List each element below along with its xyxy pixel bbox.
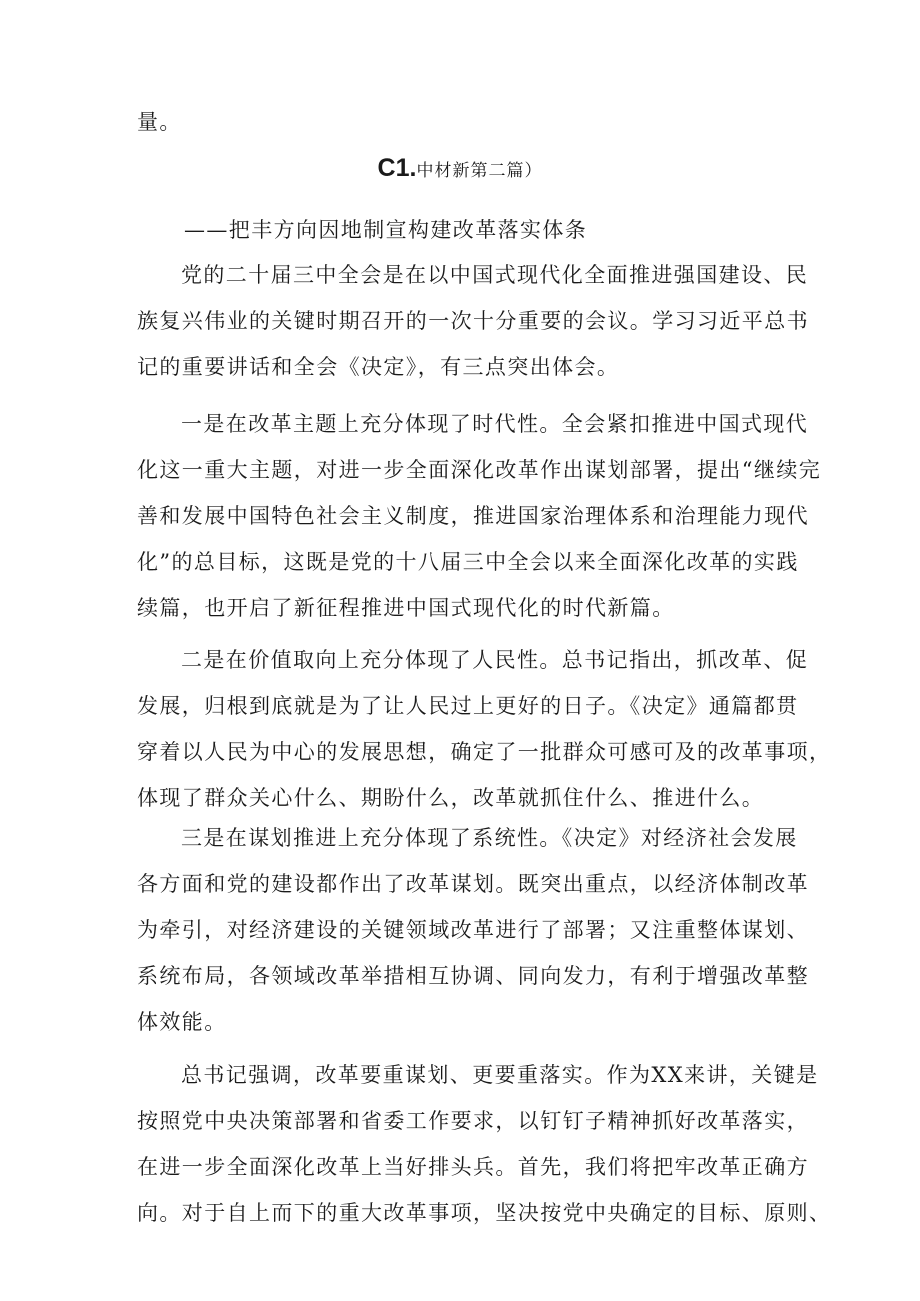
paragraph-line: 体现了群众关心什么、期盼什么，改革就抓住什么、推进什么。 xyxy=(137,786,765,810)
paragraph-line: 为牵引，对经济建设的关键领域改革进行了部署；又注重整体谋划、 xyxy=(137,918,809,942)
subtitle: ——把丰方向因地制宣构建改革落实体条 xyxy=(184,218,588,242)
heading-text: 中材新第二篇） xyxy=(416,161,543,181)
paragraph-line: 各方面和党的建设都作出了改革谋划。既突出重点，以经济体制改革 xyxy=(137,872,809,896)
paragraph-line: 化”的总目标，这既是党的十八届三中全会以来全面深化改革的实践 xyxy=(137,550,799,574)
paragraph-line: 三是在谋划推进上充分体现了系统性。《决定》对经济社会发展 xyxy=(181,826,798,850)
paragraph-line: 记的重要讲话和全会《决定》，有三点突出体会。 xyxy=(137,355,620,379)
paragraph-line: 二是在价值取向上充分体现了人民性。总书记指出，抓改革、促 xyxy=(181,648,809,672)
paragraph-line: 善和发展中国特色社会主义制度，推进国家治理体系和治理能力现代 xyxy=(137,504,809,528)
paragraph-line: 化这一重大主题，对进一步全面深化改革作出谋划部署，提出“继续完 xyxy=(137,458,822,482)
heading-number: C1. xyxy=(377,154,417,182)
paragraph-line: 续篇，也开启了新征程推进中国式现代化的时代新篇。 xyxy=(137,596,675,620)
section-heading xyxy=(0,154,920,183)
paragraph-line: 向。对于自上而下的重大改革事项，坚决按党中央确定的目标、原则、 xyxy=(137,1201,832,1225)
paragraph-line: 按照党中央决策部署和省委工作要求，以钉钉子精神抓好改革落实， xyxy=(137,1109,809,1133)
paragraph-line: 族复兴伟业的关键时期召开的一次十分重要的会议。学习习近平总书 xyxy=(137,309,809,333)
paragraph-line: 系统布局，各领域改革举措相互协调、同向发力，有利于增强改革整 xyxy=(137,964,809,988)
paragraph-line: 在进一步全面深化改革上当好排头兵。首先，我们将把牢改革正确方 xyxy=(137,1155,809,1179)
paragraph-line: 一是在改革主题上充分体现了时代性。全会紧扣推进中国式现代 xyxy=(181,412,809,436)
paragraph-line: 发展，归根到底就是为了让人民过上更好的日子。《决定》通篇都贯 xyxy=(137,694,799,718)
paragraph-line: 党的二十届三中全会是在以中国式现代化全面推进强国建设、民 xyxy=(181,263,809,287)
text-line: 量。 xyxy=(137,110,182,134)
paragraph-line: 体效能。 xyxy=(137,1010,227,1034)
paragraph-line: 穿着以人民为中心的发展思想，确定了一批群众可感可及的改革事项， xyxy=(137,740,832,764)
paragraph-line: 总书记强调，改革要重谋划、更要重落实。作为XX来讲，关键是 xyxy=(181,1063,819,1087)
